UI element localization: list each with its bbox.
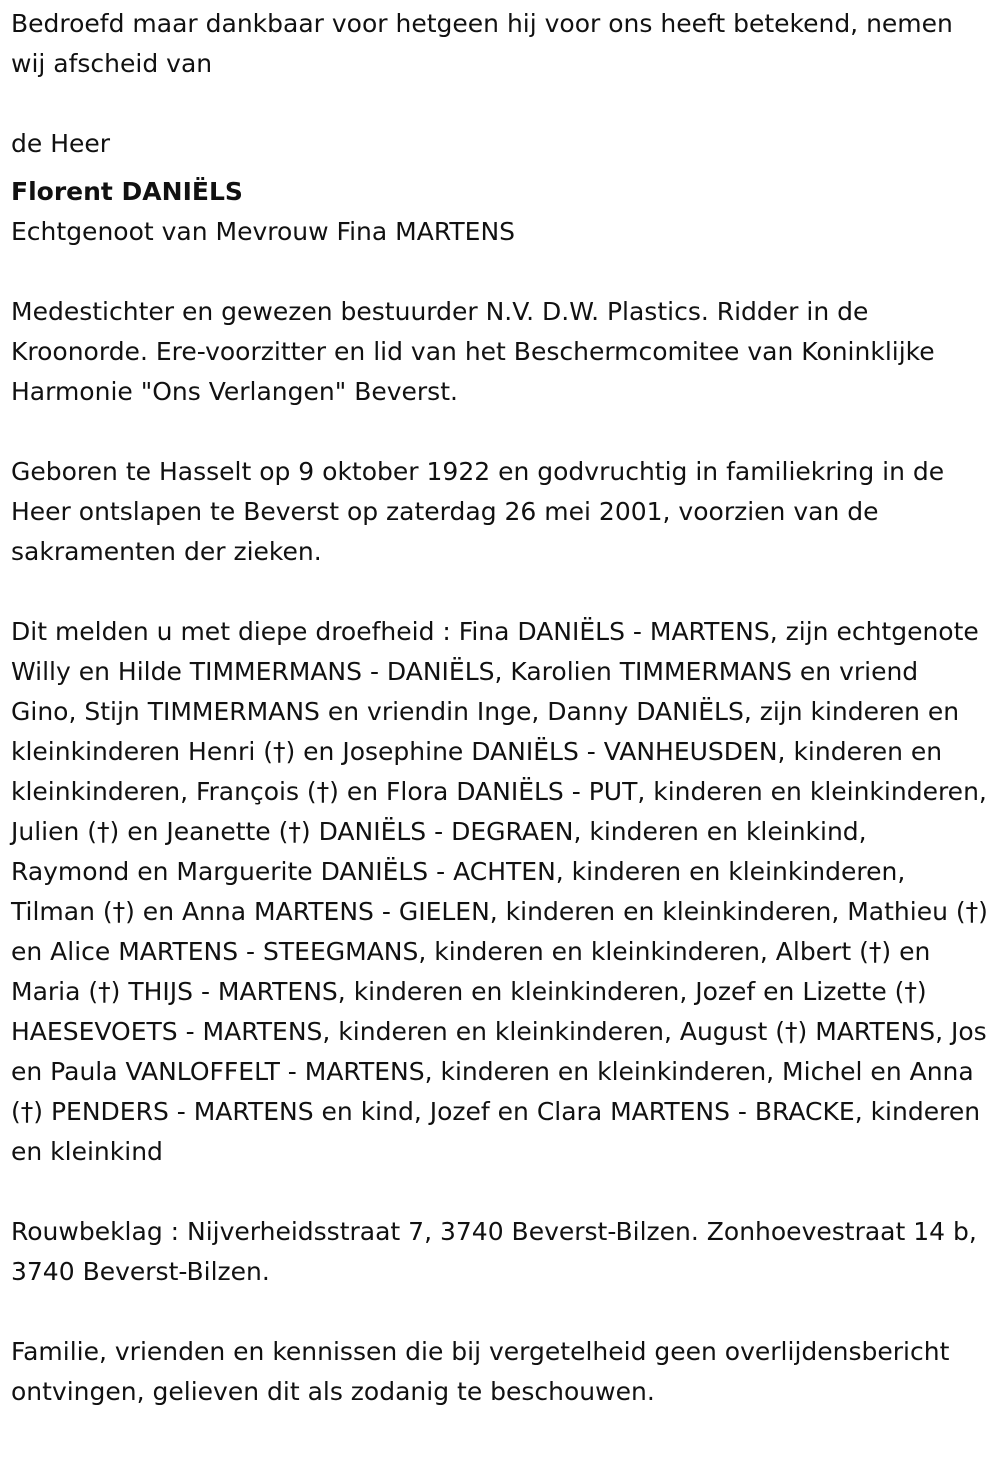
family-text: Dit melden u met diepe droefheid : Fina DANIËLS - MARTENS, zijn echtgenote Willy en Hilde TIMMERMANS - DANIËLS, Karolien TIMMERMANS en vriend Gino, Stijn TIMMERMANS en vriendin Inge, Danny DANIËLS, zijn kinderen en kleinkinderen Henri (†) en Josephine DANIËLS - VANHEUSDEN, kinderen en kleinkinderen, François (†) en Flora DANIËLS - PUT, kinderen en kleinkinderen, Julien (†) en Jeanette (†) DANIËLS - DEGRAEN, kinderen en kleinkind, Raymond en Marguerite DANIËLS - ACHTEN, kinderen en kleinkinderen, Tilman (†) en Anna MARTENS - GIELEN, kinderen en kleinkinderen, Mathieu (†) en Alice MARTENS - STEEGMANS, kinderen en kleinkinderen, Albert (†) en Maria (†) THIJS - MARTENS, kinderen en kleinkinderen, Jozef en Lizette (†) HAESEVOETS - MARTENS, kinderen en kleinkinderen, August (†) MARTENS, Jos en Paula VANLOFFELT - MARTENS, kinderen en kleinkinderen, Michel en Anna (†) PENDERS - MARTENS en kind, Jozef en Clara MARTENS - BRACKE, kinderen en kleinkind: [11, 617, 988, 1166]
spouse-line: Echtgenoot van Mevrouw Fina MARTENS: [11, 217, 516, 246]
birth-death-text: Geboren te Hasselt op 9 oktober 1922 en godvruchtig in familiekring in de Heer ontslapen te Beverst op zaterdag 26 mei 2001, voorzien van de sakramenten der zieken.: [11, 457, 945, 566]
condolences-text: Rouwbeklag : Nijverheidsstraat 7, 3740 Beverst-Bilzen. Zonhoevestraat 14 b, 3740 Beverst-Bilzen.: [11, 1217, 977, 1286]
biography-text: Medestichter en gewezen bestuurder N.V. D.W. Plastics. Ridder in de Kroonorde. Ere-voorzitter en lid van het Beschermcomitee van Koninklijke Harmonie "Ons Verlangen" Beverst.: [11, 297, 935, 406]
closing-text: Familie, vrienden en kennissen die bij vergetelheid geen overlijdensbericht ontvingen, gelieven dit als zodanig te beschouwen.: [11, 1337, 950, 1406]
honorific: de Heer: [11, 129, 111, 158]
deceased-name: Florent DANIËLS: [11, 177, 243, 206]
intro-text: Bedroefd maar dankbaar voor hetgeen hij voor ons heeft betekend, nemen wij afscheid van: [11, 9, 953, 78]
